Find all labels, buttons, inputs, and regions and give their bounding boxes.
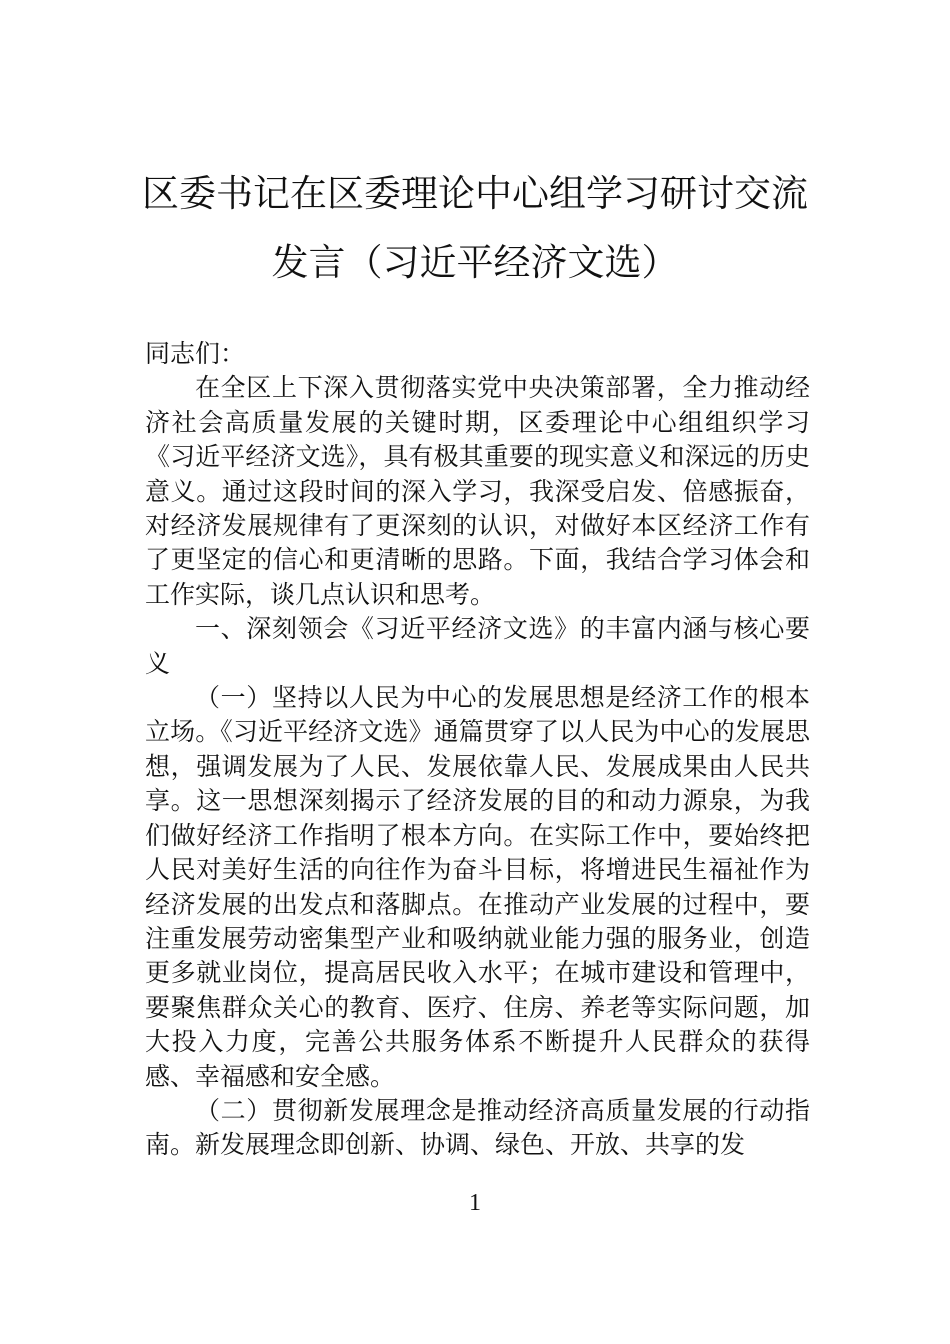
document-title-line-1: 区委书记在区委理论中心组学习研讨交流 [142, 172, 808, 215]
document-title-line-2: 发言（习近平经济文选） [271, 241, 679, 284]
paragraph-subsection-1: （一）坚持以人民为中心的发展思想是经济工作的根本立场。《习近平经济文选》通篇贯穿了以人民为中心的发展思想，强调发展为了人民、发展依靠人民、发展成果由人民共享。这一思想深刻揭示了经济发展的目的和动力源泉，为我们做好经济工作指明了根本方向。在实际工作中，要始终把人民对美好生活的向往作为奋斗目标，将增进民生福祉作为经济发展的出发点和落脚点。在推动产业发展的过程中，要注重发展劳动密集型产业和吸纳就业能力强的服务业，创造更多就业岗位，提高居民收入水平；在城市建设和管理中，要聚焦群众关心的教育、医疗、住房、养老等实际问题，加大投入力度，完善公共服务体系不断提升人民群众的获得感、幸福感和安全感。 [145, 683, 810, 1091]
document-body [145, 337, 810, 1163]
section-heading-1: 一、深刻领会《习近平经济文选》的丰富内涵与核心要义 [145, 614, 810, 678]
paragraph-intro: 在全区上下深入贯彻落实党中央决策部署，全力推动经济社会高质量发展的关键时期，区委理论中心组组织学习《习近平经济文选》，具有极其重要的现实意义和深远的历史意义。通过这段时间的深入学习，我深受启发、倍感振奋，对经济发展规律有了更深刻的认识，对做好本区经济工作有了更坚定的信心和更清晰的思路。下面，我结合学习体会和工作实际，谈几点认识和思考。 [145, 373, 810, 609]
salutation: 同志们： [145, 339, 246, 368]
page-number: 1 [469, 1190, 481, 1216]
paragraph-subsection-2: （二）贯彻新发展理念是推动经济高质量发展的行动指南。新发展理念即创新、协调、绿色、开放、共享的发 [145, 1095, 810, 1160]
